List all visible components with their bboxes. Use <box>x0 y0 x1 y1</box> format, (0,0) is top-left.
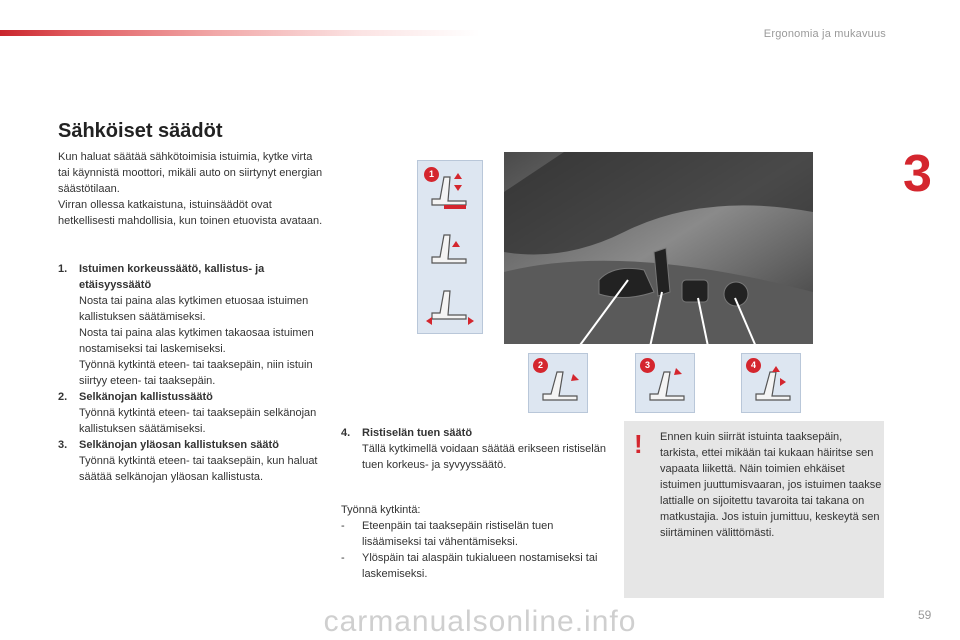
callout-badge-2: 2 <box>533 358 548 373</box>
section-title: Ergonomia ja mukavuus <box>763 28 886 40</box>
callout-badge-1: 1 <box>424 167 439 182</box>
warning-icon: ! <box>634 429 643 459</box>
item-number: 1. <box>58 263 68 275</box>
bullet-text: Ylöspäin tai alaspäin tukialueen nostamiseksi tai laskemiseksi. <box>362 552 598 580</box>
list-item-4 <box>341 425 609 473</box>
warning-box <box>624 421 884 598</box>
item-number: 4. <box>341 427 351 439</box>
warning-text: Ennen kuin siirrät istuinta taaksepäin, tarkista, ettei mikään tai kukaan häiritse sen vapaata liikettä. Näin toimien ehkäiset istuimen juuttumisvaaran, jos istuimen taakse lattialle on sijoitettu tavaroita tai takana on matkustajia. Jos istuin jumittuu, keskeytä sen siirtäminen välittömästi. <box>660 431 882 539</box>
seat-icon-box-4 <box>741 353 801 413</box>
chapter-number: 3 <box>903 145 932 203</box>
intro-paragraph: Kun haluat säätää sähkötoimisia istuimia, kytke virta tai käynnistä moottori, mikäli auto on siirtynyt energian säästötilaan. <box>58 151 323 195</box>
item-line: Nosta tai paina alas kytkimen etuosaa istuimen kallistuksen säätämiseksi. <box>79 295 309 323</box>
bullet-dash: - <box>341 552 345 564</box>
item-number: 2. <box>58 391 68 403</box>
page-number: 59 <box>918 608 932 622</box>
item-line: Nosta tai paina alas kytkimen takaosaa istuimen nostamiseksi tai laskemiseksi. <box>79 327 314 355</box>
press-bullet <box>341 518 609 550</box>
item-title: Selkänojan kallistussäätö <box>79 391 213 403</box>
item-title: Ristiselän tuen säätö <box>362 427 473 439</box>
intro-paragraph: Virran ollessa katkaistuna, istuinsäädöt ovat hetkellisesti mahdollisia, kun toinen etuovista avataan. <box>58 199 323 227</box>
watermark: carmanualsonline.info <box>323 605 637 638</box>
item-line: Työnnä kytkintä eteen- tai taaksepäin, niin istuin siirtyy eteen- tai taaksepäin. <box>79 359 313 387</box>
press-lead: Työnnä kytkintä: <box>341 504 421 516</box>
lumbar-section <box>341 425 609 582</box>
callout-badge-3: 3 <box>640 358 655 373</box>
callout-badge-4: 4 <box>746 358 761 373</box>
item-line: Työnnä kytkintä eteen- tai taaksepäin selkänojan kallistuksen säätämiseksi. <box>79 407 317 435</box>
item-title: Selkänojan yläosan kallistuksen säätö <box>79 439 279 451</box>
press-instructions <box>341 502 609 582</box>
item-line: Tällä kytkimellä voidaan säätää erikseen ristiselän tuen korkeus- ja syvyyssäätö. <box>362 443 606 471</box>
bullet-dash: - <box>341 520 345 532</box>
seat-icon-box-3 <box>635 353 695 413</box>
bullet-text: Eteenpäin tai taaksepäin ristiselän tuen lisäämiseksi tai vähentämiseksi. <box>362 520 554 548</box>
item-title: Istuimen korkeussäätö, kallistus- ja etäisyyssäätö <box>79 263 265 291</box>
item-line: Työnnä kytkintä eteen- tai taaksepäin, kun haluat säätää selkänojan yläosan kallistusta. <box>79 455 318 483</box>
press-bullet <box>341 550 609 582</box>
seat-icon-box-2 <box>528 353 588 413</box>
page-title: Sähköiset säädöt <box>58 120 223 142</box>
item-number: 3. <box>58 439 68 451</box>
